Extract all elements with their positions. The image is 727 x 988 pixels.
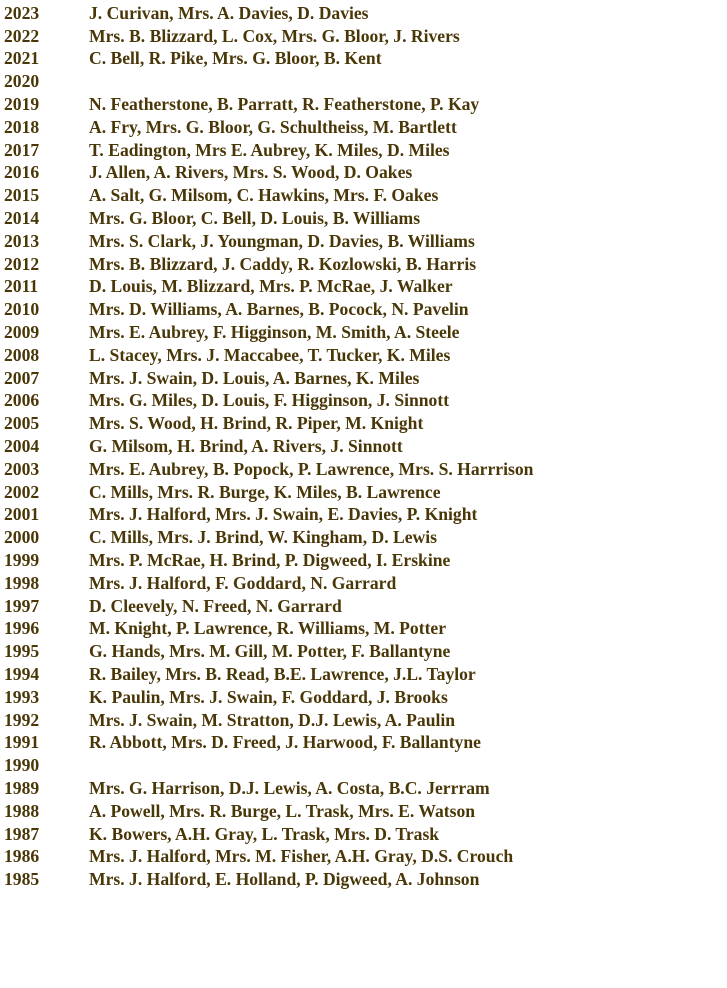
- year-label: 2001: [4, 504, 40, 525]
- list-item: [4, 754, 704, 777]
- winners-list: [4, 2, 704, 891]
- year-label: 1998: [4, 572, 40, 593]
- year-label: 2019: [4, 94, 40, 115]
- list-item: [4, 777, 704, 800]
- list-item: [4, 412, 704, 435]
- winner-names: K. Paulin, Mrs. J. Swain, F. Goddard, J. Brooks: [89, 686, 448, 707]
- winner-names: R. Bailey, Mrs. B. Read, B.E. Lawrence, J.L. Taylor: [89, 664, 476, 684]
- list-item: [4, 298, 704, 321]
- winner-names: G. Milsom, H. Brind, A. Rivers, J. Sinnott: [89, 436, 403, 457]
- list-item: [4, 390, 704, 413]
- year-label: 2010: [4, 299, 40, 320]
- list-item: [4, 686, 704, 709]
- year-label: 1988: [4, 800, 40, 821]
- year-label: 2011: [4, 276, 39, 297]
- year-label: 2009: [4, 322, 40, 343]
- list-item: [4, 481, 704, 504]
- list-item: [4, 48, 704, 71]
- list-item: [4, 253, 704, 276]
- year-label: 1991: [4, 732, 40, 753]
- year-label: 2008: [4, 344, 40, 365]
- winner-names: J. Curivan, Mrs. A. Davies, D. Davies: [89, 2, 369, 23]
- list-item: [4, 800, 704, 823]
- winner-names: Mrs. G. Harrison, D.J. Lewis, A. Costa, B.C. Jerrram: [89, 777, 490, 798]
- list-item: [4, 845, 704, 868]
- year-label: 2002: [4, 481, 40, 502]
- winner-names: Mrs. D. Williams, A. Barnes, B. Pocock, N. Pavelin: [89, 299, 469, 320]
- list-item: [4, 367, 704, 390]
- list-item: [4, 663, 704, 686]
- winner-names: L. Stacey, Mrs. J. Maccabee, T. Tucker, K. Miles: [89, 344, 451, 365]
- list-item: [4, 25, 704, 48]
- list-item: [4, 732, 704, 755]
- year-label: 2012: [4, 253, 40, 274]
- year-label: 2014: [4, 208, 40, 229]
- year-label: 1995: [4, 641, 40, 662]
- list-item: [4, 93, 704, 116]
- winner-names: D. Cleevely, N. Freed, N. Garrard: [89, 595, 342, 616]
- year-label: 2018: [4, 116, 40, 137]
- winner-names: M. Knight, P. Lawrence, R. Williams, M. Potter: [89, 618, 447, 639]
- winner-names: Mrs. E. Aubrey, F. Higginson, M. Smith, A. Steele: [89, 322, 460, 343]
- year-label: 2013: [4, 230, 40, 251]
- list-item: [4, 458, 704, 481]
- list-item: [4, 868, 704, 891]
- year-label: 1994: [4, 664, 40, 684]
- year-label: 1985: [4, 869, 40, 890]
- list-item: [4, 2, 704, 25]
- list-item: [4, 230, 704, 253]
- winner-names: Mrs. J. Halford, F. Goddard, N. Garrard: [89, 572, 397, 593]
- list-item: [4, 321, 704, 344]
- list-item: [4, 116, 704, 139]
- winner-names: K. Bowers, A.H. Gray, L. Trask, Mrs. D. Trask: [89, 823, 440, 844]
- winner-names: J. Allen, A. Rivers, Mrs. S. Wood, D. Oakes: [89, 162, 413, 183]
- year-label: 1997: [4, 595, 40, 616]
- year-label: 2000: [4, 527, 40, 548]
- winner-names: A. Fry, Mrs. G. Bloor, G. Schultheiss, M. Bartlett: [89, 116, 457, 137]
- list-item: [4, 162, 704, 185]
- winner-names: Mrs. J. Swain, M. Stratton, D.J. Lewis, A. Paulin: [89, 709, 456, 730]
- year-label: 1990: [4, 755, 40, 776]
- winner-names: C. Mills, Mrs. R. Burge, K. Miles, B. Lawrence: [89, 481, 441, 502]
- list-item: [4, 549, 704, 572]
- year-label: 2015: [4, 185, 40, 206]
- winner-names: T. Eadington, Mrs E. Aubrey, K. Miles, D. Miles: [89, 139, 450, 160]
- list-item: [4, 184, 704, 207]
- winner-names: Mrs. P. McRae, H. Brind, P. Digweed, I. Erskine: [89, 550, 451, 571]
- year-label: 2004: [4, 436, 40, 457]
- winner-names: C. Bell, R. Pike, Mrs. G. Bloor, B. Kent: [89, 48, 382, 69]
- year-label: 2020: [4, 71, 40, 92]
- year-label: 1992: [4, 709, 40, 730]
- year-label: 2003: [4, 458, 40, 479]
- winner-names: Mrs. B. Blizzard, L. Cox, Mrs. G. Bloor, J. Rivers: [89, 25, 460, 46]
- list-item: [4, 572, 704, 595]
- year-label: 1989: [4, 777, 40, 798]
- list-item: [4, 207, 704, 230]
- list-item: [4, 435, 704, 458]
- winner-names: Mrs. B. Blizzard, J. Caddy, R. Kozlowski, B. Harris: [89, 253, 477, 274]
- winner-names: Mrs. J. Swain, D. Louis, A. Barnes, K. Miles: [89, 367, 420, 388]
- year-label: 2023: [4, 2, 40, 23]
- list-item: [4, 823, 704, 846]
- winner-names: Mrs. E. Aubrey, B. Popock, P. Lawrence, Mrs. S. Harrrison: [89, 458, 534, 479]
- winner-names: Mrs. S. Clark, J. Youngman, D. Davies, B. Williams: [89, 230, 475, 251]
- winner-names: Mrs. J. Halford, Mrs. J. Swain, E. Davies, P. Knight: [89, 504, 478, 525]
- year-label: 2022: [4, 25, 40, 46]
- year-label: 1986: [4, 846, 40, 867]
- winner-names: A. Salt, G. Milsom, C. Hawkins, Mrs. F. Oakes: [89, 185, 439, 206]
- year-label: 2016: [4, 162, 40, 183]
- list-item: [4, 276, 704, 299]
- winner-names: Mrs. S. Wood, H. Brind, R. Piper, M. Knight: [89, 413, 424, 434]
- list-item: [4, 504, 704, 527]
- list-item: [4, 640, 704, 663]
- winner-names: Mrs. J. Halford, E. Holland, P. Digweed, A. Johnson: [89, 869, 480, 890]
- year-label: 1999: [4, 550, 40, 571]
- year-label: 1987: [4, 823, 40, 844]
- list-item: [4, 618, 704, 641]
- list-item: [4, 595, 704, 618]
- winner-names: Mrs. G. Miles, D. Louis, F. Higginson, J. Sinnott: [89, 390, 450, 411]
- winner-names: A. Powell, Mrs. R. Burge, L. Trask, Mrs. E. Watson: [89, 800, 476, 821]
- winner-names: Mrs. G. Bloor, C. Bell, D. Louis, B. Williams: [89, 208, 421, 229]
- list-item: [4, 139, 704, 162]
- year-label: 2021: [4, 48, 40, 69]
- winner-names: Mrs. J. Halford, Mrs. M. Fisher, A.H. Gray, D.S. Crouch: [89, 846, 514, 867]
- winner-names: R. Abbott, Mrs. D. Freed, J. Harwood, F. Ballantyne: [89, 732, 481, 753]
- year-label: 1993: [4, 686, 40, 707]
- year-label: 2006: [4, 390, 40, 411]
- year-label: 2005: [4, 413, 40, 434]
- winner-names: G. Hands, Mrs. M. Gill, M. Potter, F. Ballantyne: [89, 641, 451, 662]
- winner-names: D. Louis, M. Blizzard, Mrs. P. McRae, J. Walker: [89, 276, 453, 297]
- winner-names: C. Mills, Mrs. J. Brind, W. Kingham, D. Lewis: [89, 527, 437, 548]
- list-item: [4, 526, 704, 549]
- list-item: [4, 344, 704, 367]
- year-label: 2007: [4, 367, 40, 388]
- year-label: 1996: [4, 618, 40, 639]
- year-label: 2017: [4, 139, 40, 160]
- list-item: [4, 70, 704, 93]
- winner-names: N. Featherstone, B. Parratt, R. Featherstone, P. Kay: [89, 94, 480, 115]
- list-item: [4, 709, 704, 732]
